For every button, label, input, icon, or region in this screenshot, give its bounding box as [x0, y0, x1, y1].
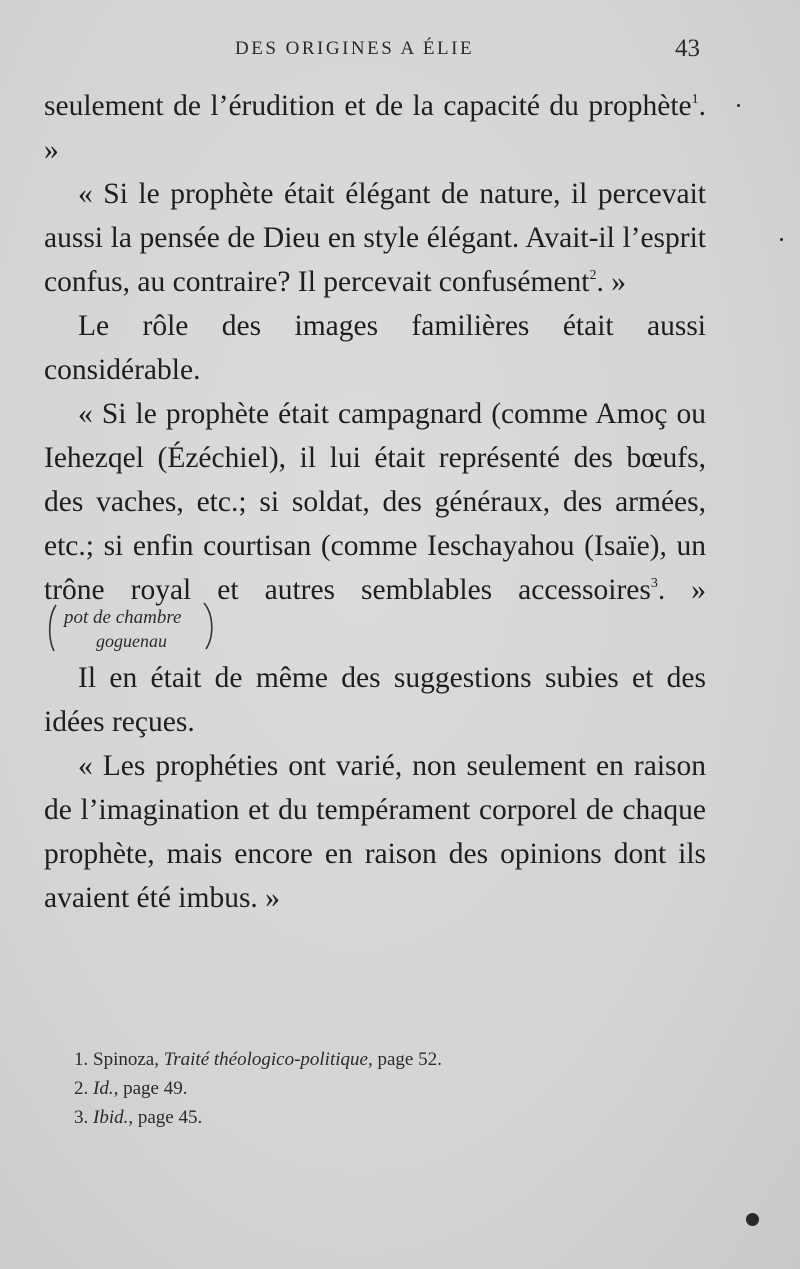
paragraph: « Si le prophète était élégant de nature, il percevait aussi la pensée de Dieu en style élégant. Avait-il l’esprit confus, au contraire? Il percevait confusément$^2$. » — [44, 178, 706, 298]
footnote-ref: 1 — [691, 92, 699, 107]
running-head: DES ORIGINES A ÉLIE — [235, 38, 475, 59]
footnote-ref: 2 — [589, 268, 597, 283]
page-header — [235, 35, 700, 68]
paragraph: Il en était de même des suggestions subies et des idées reçues. — [44, 662, 706, 738]
page-number: 43 — [675, 35, 700, 62]
paragraph: « Si le prophète était campagnard (comme Amoç ou Iehezqel (Ézéchiel), il lui était représenté des bœufs, des vaches, etc.; si soldat, des généraux, des armées, etc.; si enfin courtisan (comme Ieschayahou (Isaïe), un trône royal et autres semblables accessoires$^3$. » pot de chambre goguenau — [44, 398, 706, 651]
handwritten-annotation — [44, 607, 216, 651]
annotation-line-2: goguenau — [96, 631, 167, 651]
paragraph: seulement de l’érudition et de la capacité du prophète$^1$. » — [44, 90, 706, 166]
paragraph: « Les prophéties ont varié, non seulement en raison de l’imagination et du tempérament corporel de chaque prophète, mais encore en raison des opinions dont ils avaient été imbus. » — [44, 750, 706, 914]
footnote: 2. Id., page 49. — [74, 1078, 188, 1099]
ink-speck — [780, 238, 783, 241]
ink-speck — [737, 104, 740, 107]
footnotes — [74, 1045, 634, 1132]
paragraph: Le rôle des images familières était aussi considérable. — [44, 310, 706, 386]
body-text — [44, 84, 706, 920]
annotation-line-1: pot de chambre — [64, 607, 182, 628]
footnote: 1. Spinoza, Traité théologico-politique, page 52. — [74, 1049, 442, 1070]
footnote-ref: 3 — [650, 576, 658, 591]
ink-speck — [746, 1213, 759, 1226]
footnote: 3. Ibid., page 45. — [74, 1107, 203, 1128]
